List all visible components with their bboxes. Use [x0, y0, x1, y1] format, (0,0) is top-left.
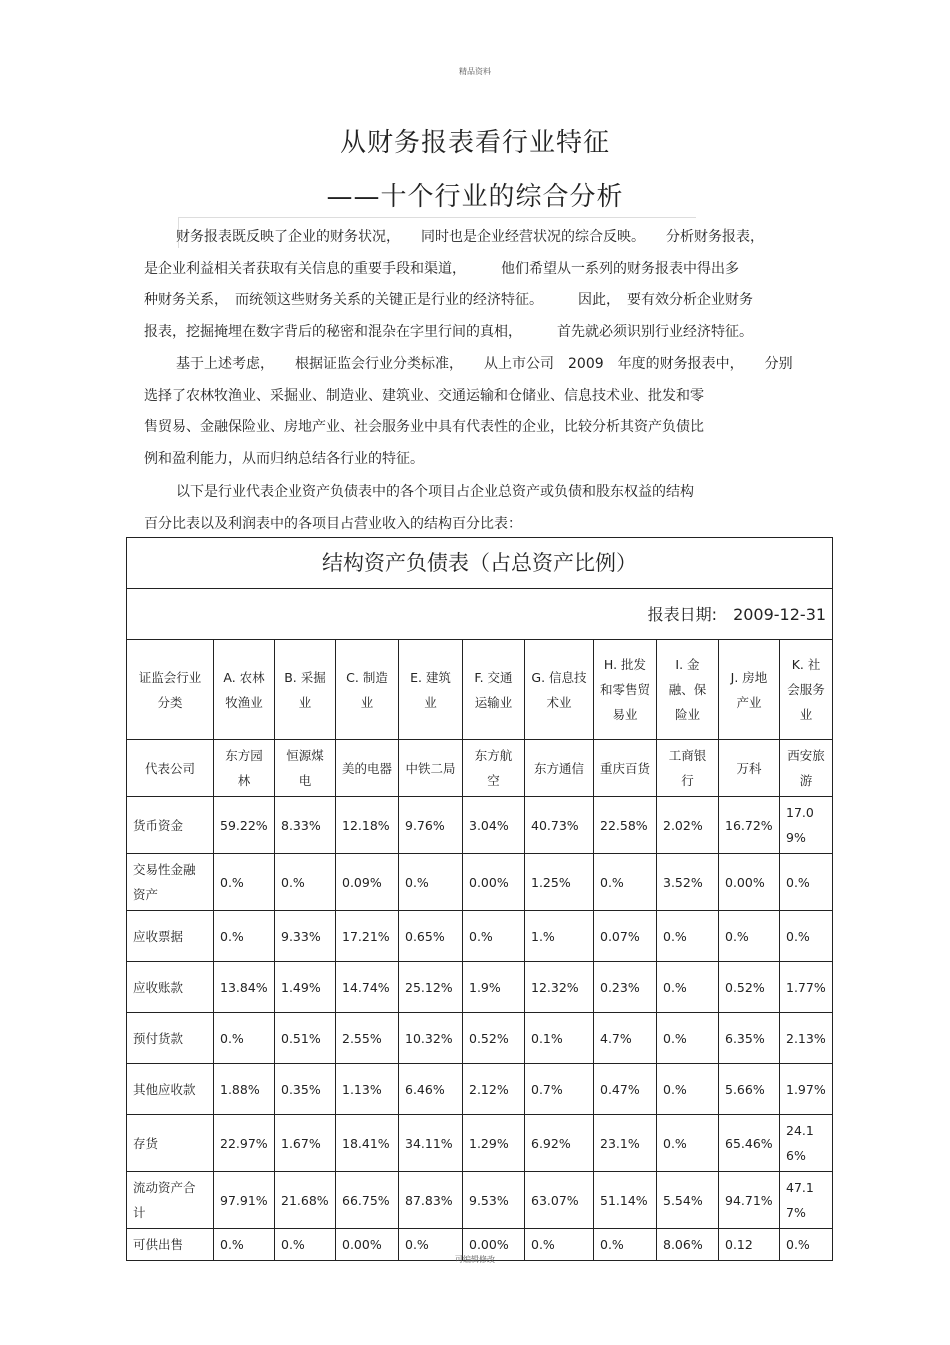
industry-header: F. 交通运输业 [463, 640, 525, 740]
row-label: 应收账款 [127, 962, 214, 1013]
table-cell: 14.74% [336, 962, 399, 1013]
company-name: 西安旅游 [780, 740, 833, 797]
table-cell: 0.12 [719, 1229, 780, 1261]
table-cell: 16.72% [719, 797, 780, 854]
table-cell: 0.% [399, 854, 463, 911]
paragraph-2 [144, 349, 814, 475]
table-cell: 0.% [657, 962, 719, 1013]
table-cell: 22.58% [594, 797, 657, 854]
table-cell: 40.73% [525, 797, 594, 854]
company-name: 美的电器 [336, 740, 399, 797]
table-cell: 97.91% [214, 1172, 275, 1229]
industry-header: E. 建筑业 [399, 640, 463, 740]
table-cell: 0.09% [336, 854, 399, 911]
table-cell: 24.16% [780, 1115, 833, 1172]
table-cell: 18.41% [336, 1115, 399, 1172]
table-cell: 21.68% [275, 1172, 336, 1229]
table-cell: 0.51% [275, 1013, 336, 1064]
table-cell: 9.53% [463, 1172, 525, 1229]
table-cell: 23.1% [594, 1115, 657, 1172]
industry-header: K. 社会服务业 [780, 640, 833, 740]
table-cell: 0.47% [594, 1064, 657, 1115]
table-row [127, 854, 833, 911]
table-cell: 63.07% [525, 1172, 594, 1229]
paragraph-line: 例和盈利能力，从而归纳总结各行业的特征。 [144, 450, 424, 467]
row-label: 存货 [127, 1115, 214, 1172]
table-cell: 0.% [275, 1229, 336, 1261]
table-cell: 6.35% [719, 1013, 780, 1064]
table-cell: 66.75% [336, 1172, 399, 1229]
table-cell: 0.23% [594, 962, 657, 1013]
paragraph-3 [144, 477, 814, 540]
table-cell: 4.7% [594, 1013, 657, 1064]
industry-header: C. 制造业 [336, 640, 399, 740]
table-cell: 2.55% [336, 1013, 399, 1064]
table-row [127, 1115, 833, 1172]
table-cell: 87.83% [399, 1172, 463, 1229]
company-name: 工商银行 [657, 740, 719, 797]
table-cell: 0.00% [336, 1229, 399, 1261]
industry-header: A. 农林牧渔业 [214, 640, 275, 740]
table-cell: 0.% [214, 1229, 275, 1261]
industry-header: B. 采掘业 [275, 640, 336, 740]
table-cell: 1.9% [463, 962, 525, 1013]
table-cell: 0.% [719, 911, 780, 962]
table-cell: 0.% [657, 1115, 719, 1172]
table-cell: 59.22% [214, 797, 275, 854]
table-cell: 0.% [463, 911, 525, 962]
table-row [127, 962, 833, 1013]
table-cell: 47.17% [780, 1172, 833, 1229]
table-cell: 12.18% [336, 797, 399, 854]
table-cell: 22.97% [214, 1115, 275, 1172]
company-name: 东方航空 [463, 740, 525, 797]
paragraph-line: 百分比表以及利润表中的各项目占营业收入的结构百分比表： [144, 515, 522, 532]
table-cell: 1.29% [463, 1115, 525, 1172]
balance-sheet-table [126, 537, 833, 1261]
table-cell: 0.% [214, 911, 275, 962]
table-cell: 0.00% [463, 854, 525, 911]
table-cell: 8.33% [275, 797, 336, 854]
table-cell: 0.52% [463, 1013, 525, 1064]
table-cell: 94.71% [719, 1172, 780, 1229]
table-cell: 3.04% [463, 797, 525, 854]
paragraph-line: 是企业利益相关者获取有关信息的重要手段和渠道， 他们希望从一系列的财务报表中得出多 [144, 260, 739, 277]
table-cell: 25.12% [399, 962, 463, 1013]
row-label: 货币资金 [127, 797, 214, 854]
table-cell: 34.11% [399, 1115, 463, 1172]
table-cell: 0.1% [525, 1013, 594, 1064]
table-cell: 1.77% [780, 962, 833, 1013]
table-cell: 0.00% [719, 854, 780, 911]
paragraph-line: 基于上述考虑， 根据证监会行业分类标准， 从上市公司 2009 年度的财务报表中， 分别 [176, 356, 793, 372]
paragraph-line: 售贸易、金融保险业、房地产业、社会服务业中具有代表性的企业，比较分析其资产负债比 [144, 419, 704, 435]
table-cell: 1.49% [275, 962, 336, 1013]
row-label: 其他应收款 [127, 1064, 214, 1115]
table-cell: 1.25% [525, 854, 594, 911]
table-cell: 2.02% [657, 797, 719, 854]
table-cell: 0.% [780, 911, 833, 962]
table-cell: 0.% [594, 1229, 657, 1261]
row-label: 流动资产合计 [127, 1172, 214, 1229]
table-cell: 0.65% [399, 911, 463, 962]
company-name: 东方通信 [525, 740, 594, 797]
table-cell: 0.% [780, 1229, 833, 1261]
table-cell: 5.66% [719, 1064, 780, 1115]
table-cell: 0.% [657, 1013, 719, 1064]
industry-header: G. 信息技术业 [525, 640, 594, 740]
paragraph-line: 种财务关系， 而统领这些财务关系的关键正是行业的经济特征。 因此， 要有效分析企业财务 [144, 292, 753, 308]
table-cell: 51.14% [594, 1172, 657, 1229]
table-cell: 0.07% [594, 911, 657, 962]
row-label: 应收票据 [127, 911, 214, 962]
table-cell: 0.% [657, 911, 719, 962]
table-cell: 0.35% [275, 1064, 336, 1115]
table-cell: 0.% [657, 1064, 719, 1115]
paragraph-1 [144, 222, 814, 348]
industry-header: I. 金融、保险业 [657, 640, 719, 740]
table-cell: 0.% [399, 1229, 463, 1261]
row-label: 预付货款 [127, 1013, 214, 1064]
paragraph-line: 选择了农林牧渔业、采掘业、制造业、建筑业、交通运输和仓储业、信息技术业、批发和零 [144, 387, 704, 404]
table-cell: 0.% [594, 854, 657, 911]
table-cell: 17.09% [780, 797, 833, 854]
table-cell: 0.% [780, 854, 833, 911]
company-name: 万科 [719, 740, 780, 797]
table-cell: 0.7% [525, 1064, 594, 1115]
table-cell: 6.46% [399, 1064, 463, 1115]
table-cell: 9.76% [399, 797, 463, 854]
table-cell: 5.54% [657, 1172, 719, 1229]
report-date: 报表日期: 2009-12-31 [127, 589, 833, 640]
company-name: 重庆百货 [594, 740, 657, 797]
table-cell: 2.12% [463, 1064, 525, 1115]
table-row [127, 1013, 833, 1064]
table-cell: 1.67% [275, 1115, 336, 1172]
table-cell: 6.92% [525, 1115, 594, 1172]
table-cell: 1.88% [214, 1064, 275, 1115]
table-row [127, 1172, 833, 1229]
table-cell: 1.% [525, 911, 594, 962]
table-row [127, 797, 833, 854]
company-name: 东方园林 [214, 740, 275, 797]
table-cell: 9.33% [275, 911, 336, 962]
page-footer: 可编辑修改 [455, 1255, 495, 1264]
table-cell: 65.46% [719, 1115, 780, 1172]
company-name: 中铁二局 [399, 740, 463, 797]
table-cell: 17.21% [336, 911, 399, 962]
table-cell: 0.% [214, 1013, 275, 1064]
paragraph-line: 以下是行业代表企业资产负债表中的各个项目占企业总资产或负债和股东权益的结构 [176, 484, 694, 500]
company-name: 恒源煤电 [275, 740, 336, 797]
table-cell: 0.00% [463, 1229, 525, 1261]
table-caption: 结构资产负债表（占总资产比例） [127, 538, 833, 589]
document-subtitle: ——十个行业的综合分析 [326, 182, 624, 212]
page-header: 精品资料 [459, 67, 491, 76]
table-cell: 10.32% [399, 1013, 463, 1064]
table-cell: 0.52% [719, 962, 780, 1013]
table-cell: 8.06% [657, 1229, 719, 1261]
table-row [127, 1064, 833, 1115]
table-cell: 13.84% [214, 962, 275, 1013]
company-header-label: 代表公司 [127, 740, 214, 797]
industry-header: J. 房地产业 [719, 640, 780, 740]
table-cell: 12.32% [525, 962, 594, 1013]
row-label: 可供出售 [127, 1229, 214, 1261]
table-row [127, 911, 833, 962]
table-cell: 2.13% [780, 1013, 833, 1064]
row-label: 交易性金融资产 [127, 854, 214, 911]
paragraph-line: 财务报表既反映了企业的财务状况， 同时也是企业经营状况的综合反映。 分析财务报表， [176, 229, 764, 245]
document-title: 从财务报表看行业特征 [339, 128, 610, 158]
industry-header: H. 批发和零售贸易业 [594, 640, 657, 740]
table-cell: 0.% [525, 1229, 594, 1261]
table-cell: 1.97% [780, 1064, 833, 1115]
table-cell: 3.52% [657, 854, 719, 911]
table-cell: 1.13% [336, 1064, 399, 1115]
table-cell: 0.% [275, 854, 336, 911]
industry-header-label: 证监会行业分类 [127, 640, 214, 740]
table-cell: 0.% [214, 854, 275, 911]
paragraph-line: 报表，挖掘掩埋在数字背后的秘密和混杂在字里行间的真相， 首先就必须识别行业经济特征。 [144, 323, 753, 340]
